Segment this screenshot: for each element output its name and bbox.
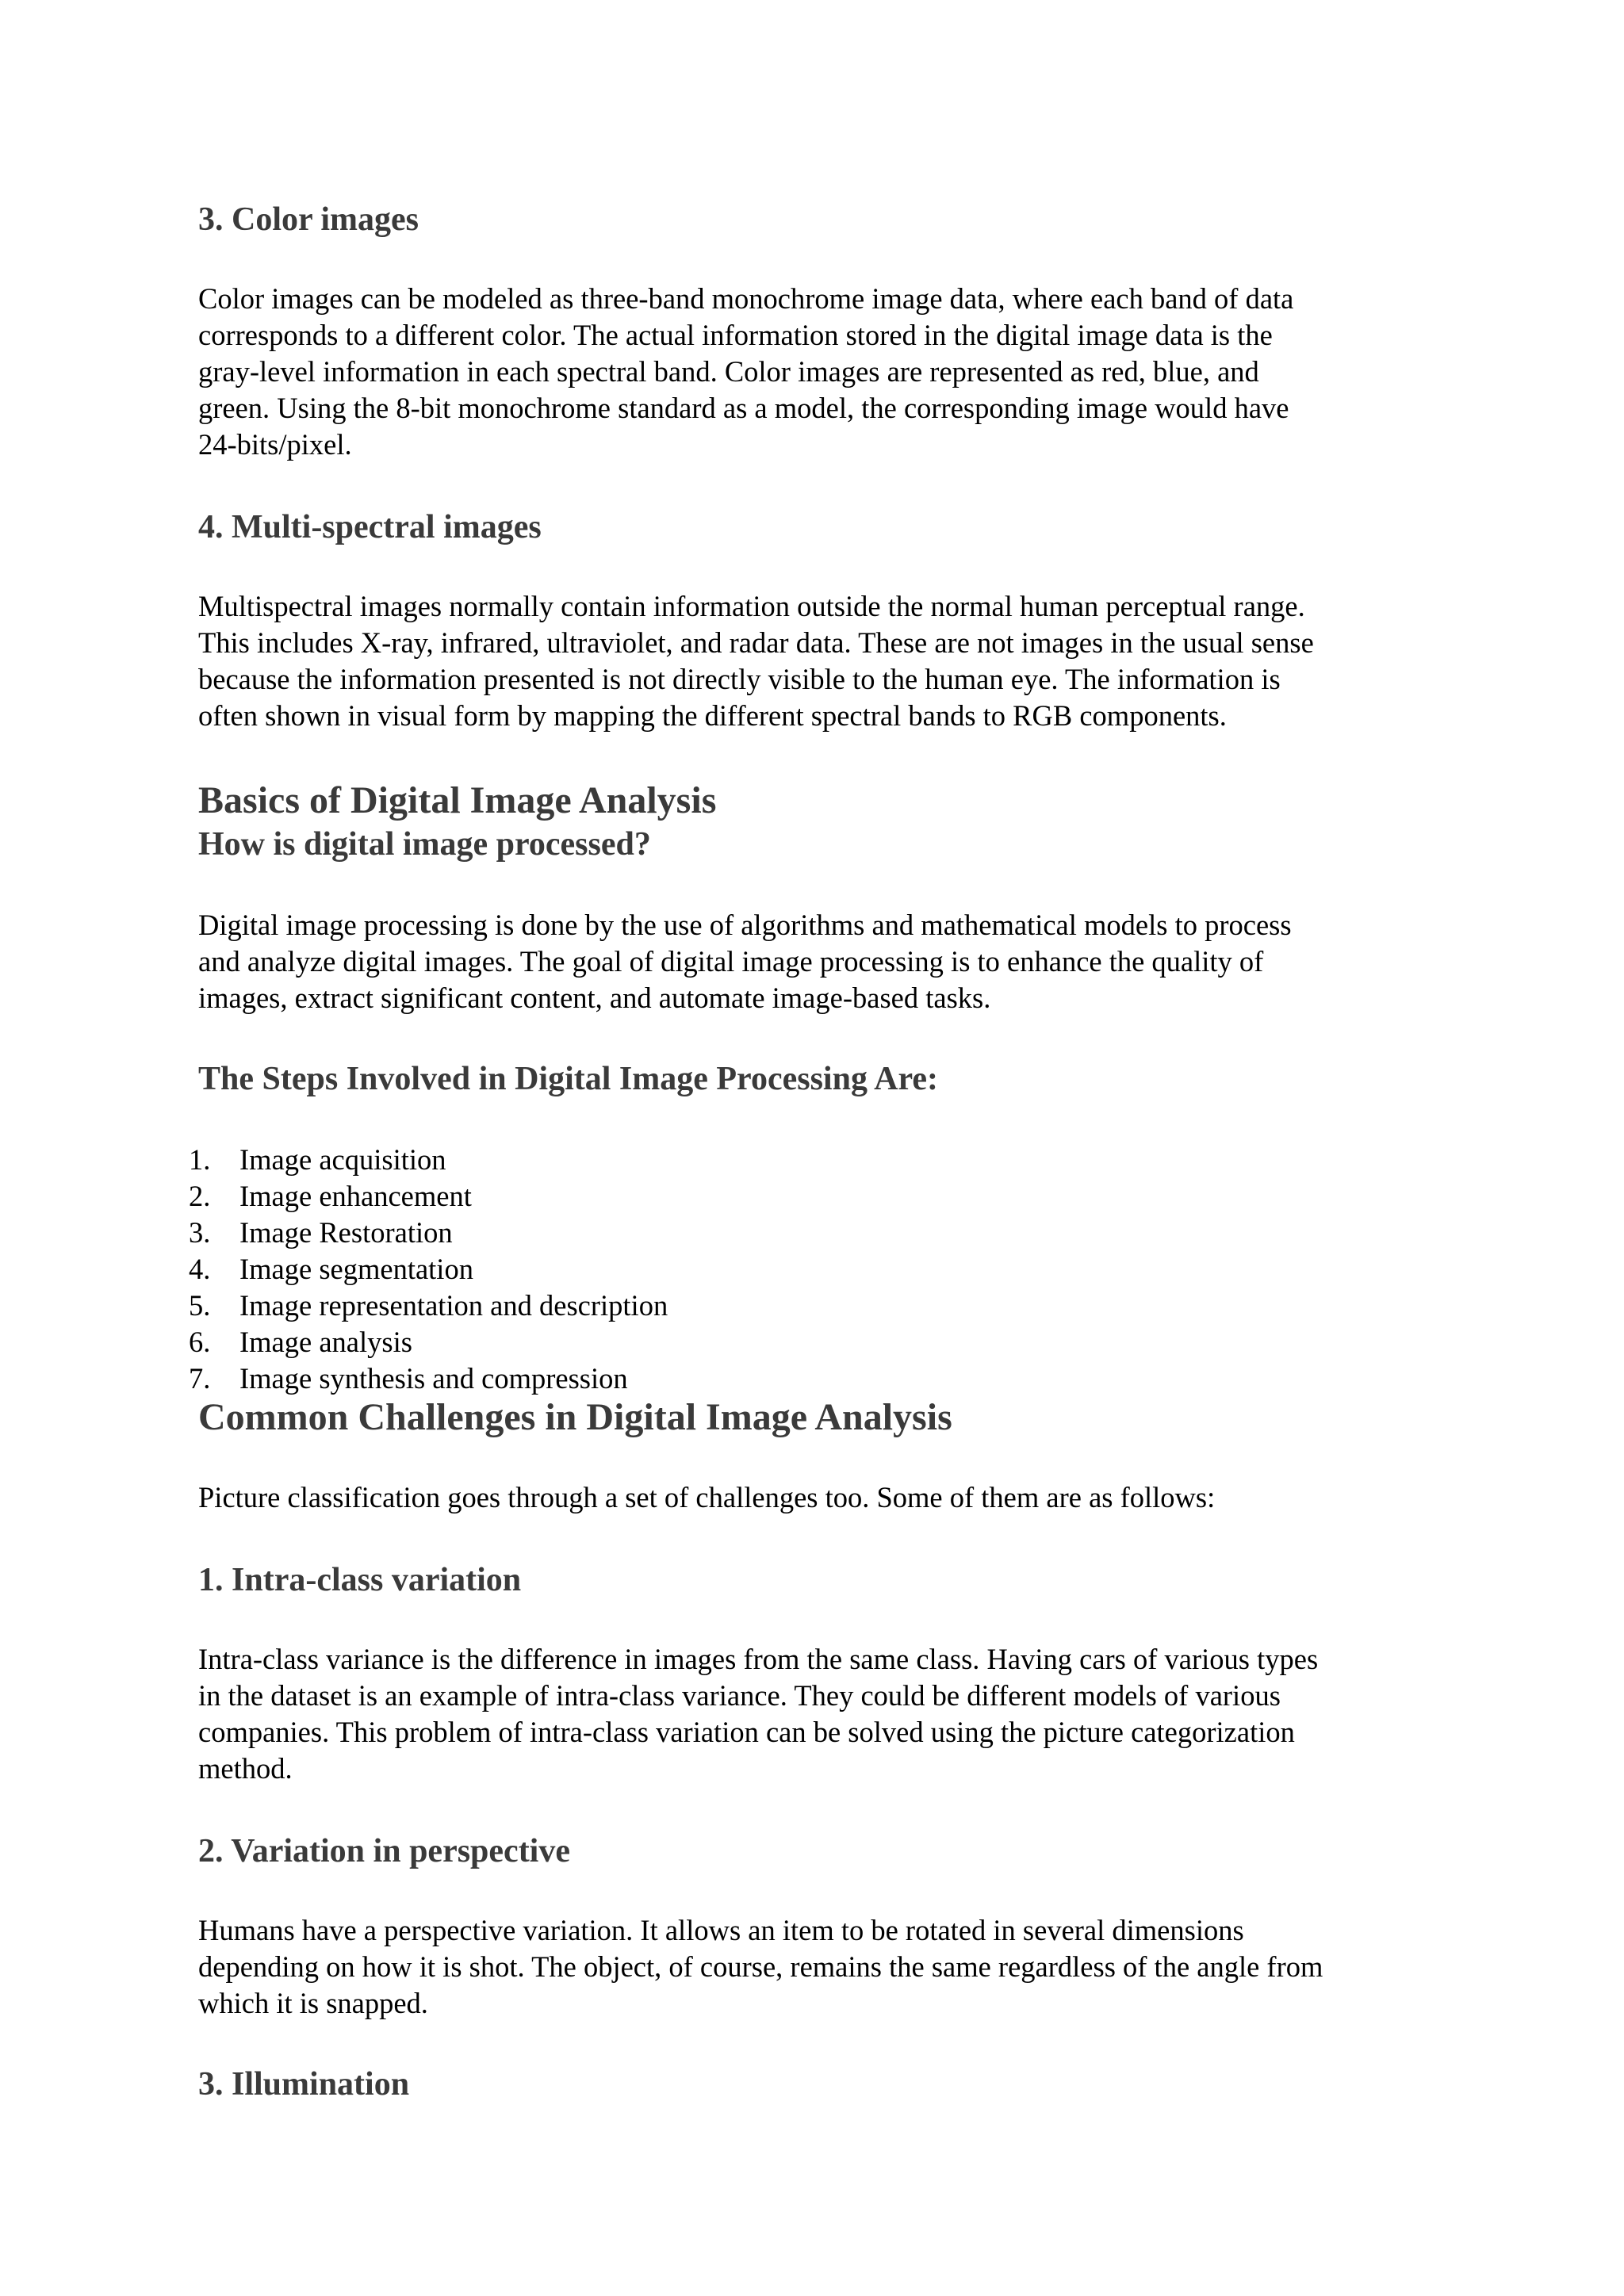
paragraph-line: Digital image processing is done by the use of algorithms and mathematical models to process bbox=[198, 909, 1292, 941]
heading-color-images: 3. Color images bbox=[198, 201, 419, 238]
list-number: 2. bbox=[189, 1180, 211, 1212]
heading-perspective: 2. Variation in perspective bbox=[198, 1833, 570, 1869]
heading-steps: The Steps Involved in Digital Image Processing Are: bbox=[198, 1061, 938, 1097]
paragraph-line: because the information presented is not directly visible to the human eye. The information is bbox=[198, 663, 1281, 695]
heading-intra-class: 1. Intra-class variation bbox=[198, 1562, 522, 1598]
heading-basics: Basics of Digital Image Analysis bbox=[198, 779, 717, 821]
paragraph-line: gray-level information in each spectral band. Color images are represented as red, blue, and bbox=[198, 355, 1259, 388]
list-number: 4. bbox=[189, 1253, 211, 1285]
list-text: Image Restoration bbox=[239, 1216, 453, 1249]
paragraph-line: Intra-class variance is the difference in images from the same class. Having cars of various types bbox=[198, 1643, 1319, 1675]
paragraph-line: Color images can be modeled as three-band monochrome image data, where each band of data bbox=[198, 282, 1294, 315]
steps-list bbox=[189, 1142, 668, 1397]
list-text: Image segmentation bbox=[239, 1253, 473, 1285]
paragraph-line: method. bbox=[198, 1752, 293, 1785]
paragraph-color-images bbox=[198, 281, 1293, 463]
list-item bbox=[189, 1142, 668, 1178]
list-item bbox=[189, 1251, 668, 1288]
paragraph-line: and analyze digital images. The goal of digital image processing is to enhance the quality of bbox=[198, 945, 1264, 978]
paragraph-challenges bbox=[198, 1479, 1215, 1516]
paragraph-line: images, extract significant content, and automate image-based tasks. bbox=[198, 982, 991, 1014]
heading-multispectral: 4. Multi-spectral images bbox=[198, 509, 542, 545]
paragraph-line: 24-bits/pixel. bbox=[198, 428, 352, 461]
list-number: 7. bbox=[189, 1362, 211, 1395]
paragraph-line: often shown in visual form by mapping the different spectral bands to RGB components. bbox=[198, 699, 1227, 732]
list-number: 3. bbox=[189, 1216, 211, 1249]
list-item bbox=[189, 1324, 668, 1360]
list-item bbox=[189, 1178, 668, 1215]
paragraph-line: in the dataset is an example of intra-class variance. They could be different models of various bbox=[198, 1679, 1281, 1712]
subheading-how-processed: How is digital image processed? bbox=[198, 826, 651, 863]
heading-challenges: Common Challenges in Digital Image Analysis bbox=[198, 1396, 952, 1438]
heading-illumination: 3. Illumination bbox=[198, 2066, 410, 2103]
list-number: 6. bbox=[189, 1326, 211, 1358]
paragraph-intra-class bbox=[198, 1641, 1318, 1787]
paragraph-line: depending on how it is shot. The object, of course, remains the same regardless of the angle from bbox=[198, 1950, 1323, 1983]
list-text: Image synthesis and compression bbox=[239, 1362, 628, 1395]
list-number: 1. bbox=[189, 1143, 211, 1176]
list-item bbox=[189, 1360, 668, 1397]
list-text: Image acquisition bbox=[239, 1143, 446, 1176]
paragraph-perspective bbox=[198, 1912, 1323, 2022]
paragraph-multispectral bbox=[198, 588, 1314, 734]
paragraph-line: Humans have a perspective variation. It allows an item to be rotated in several dimensions bbox=[198, 1914, 1244, 1946]
paragraph-line: This includes X-ray, infrared, ultraviolet, and radar data. These are not images in the usual sense bbox=[198, 626, 1314, 659]
list-text: Image representation and description bbox=[239, 1289, 668, 1322]
paragraph-line: corresponds to a different color. The actual information stored in the digital image data is the bbox=[198, 319, 1273, 351]
list-item bbox=[189, 1288, 668, 1324]
paragraph-line: Multispectral images normally contain information outside the normal human perceptual range. bbox=[198, 590, 1305, 622]
paragraph-line: companies. This problem of intra-class variation can be solved using the picture categorization bbox=[198, 1716, 1295, 1748]
paragraph-basics bbox=[198, 907, 1292, 1016]
list-number: 5. bbox=[189, 1289, 211, 1322]
paragraph-line: green. Using the 8-bit monochrome standard as a model, the corresponding image would have bbox=[198, 392, 1289, 424]
paragraph-line: Picture classification goes through a set of challenges too. Some of them are as follows: bbox=[198, 1481, 1216, 1513]
list-text: Image analysis bbox=[239, 1326, 412, 1358]
list-item bbox=[189, 1215, 668, 1251]
list-text: Image enhancement bbox=[239, 1180, 472, 1212]
paragraph-line: which it is snapped. bbox=[198, 1987, 428, 2019]
